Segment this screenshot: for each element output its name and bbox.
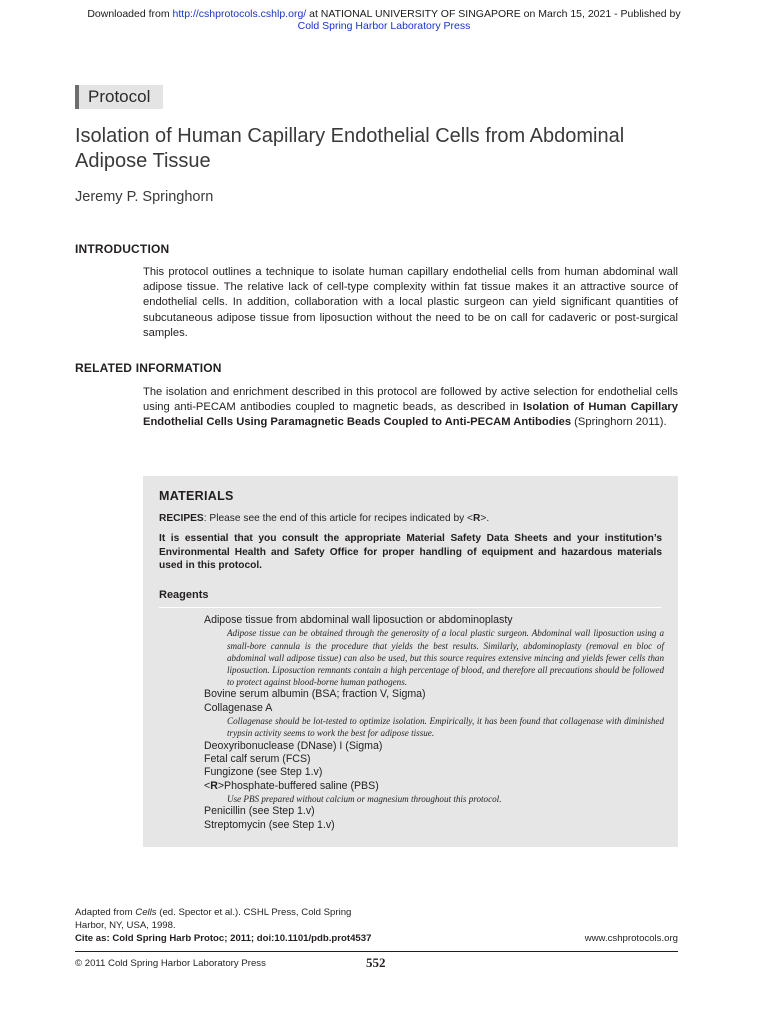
footer-rule xyxy=(75,951,678,952)
materials-box xyxy=(143,476,678,847)
reagent-item xyxy=(204,805,664,818)
recipe-marker-r: R xyxy=(210,779,218,792)
footer-adapted xyxy=(75,906,375,945)
author: Jeremy P. Springhorn xyxy=(75,189,214,205)
citation: Cite as: Cold Spring Harb Protoc; 2011; doi:10.1101/pdb.prot4537 xyxy=(75,933,372,944)
related-text-after: (Springhorn 2011). xyxy=(571,416,667,429)
reagent-item xyxy=(204,688,664,701)
reagent-label: Adipose tissue from abdominal wall liposuction or abdominoplasty xyxy=(204,614,513,626)
article-title: Isolation of Human Capillary Endothelial Cells from Abdominal Adipose Tissue xyxy=(75,125,625,172)
reagent-item xyxy=(204,819,664,832)
introduction-heading: INTRODUCTION xyxy=(75,242,170,256)
reagent-label: Collagenase A xyxy=(204,701,273,714)
copyright: © 2011 Cold Spring Harbor Laboratory Press xyxy=(75,958,266,969)
recipes-label: RECIPES xyxy=(159,513,204,524)
reagent-note: Adipose tissue can be obtained through the generosity of a local plastic surgeon. Abdominal wall liposuction using a small-bore cannula is the procedure that yields the best results. Similarly, abdominoplasty (removal en bloc of abdominal wall adipose tissue) can also be used, but this source requires extensive mincing and yields fewer cells than liposuction. Liposuction remnants contain a high percentage of blood, and therefore all precautions should be followed to protect against blood-borne human pathogens. xyxy=(227,628,664,688)
reagents-rule xyxy=(159,607,661,608)
adapted-source: Cells xyxy=(135,907,157,918)
banner-link-cshprotocols[interactable]: http://cshprotocols.cshlp.org/ xyxy=(172,8,307,20)
materials-heading: MATERIALS xyxy=(159,489,234,503)
safety-warning: It is essential that you consult the appropriate Material Safety Data Sheets and your institution’s Environmental Health and Safety Office for proper handling of equipment and hazardous materials used in this protocol. xyxy=(159,533,662,572)
banner-link-publisher[interactable]: Cold Spring Harbor Laboratory Press xyxy=(297,20,471,32)
protocol-tag xyxy=(75,85,163,109)
recipe-marker: < xyxy=(204,779,211,792)
reagent-item xyxy=(204,740,664,753)
reagent-label: Fetal calf serum (FCS) xyxy=(204,753,311,766)
recipes-r: R xyxy=(473,513,481,524)
tag-label: Protocol xyxy=(88,87,151,106)
reagent-item xyxy=(204,702,664,715)
introduction-text: This protocol outlines a technique to isolate human capillary endothelial cells from human abdominal wall adipose tissue. The relative lack of cell-type complexity within fat tissue makes it an attractive source of endothelial cells. In addition, collaboration with a local plastic surgeon can yield significant quantities of subcutaneous adipose tissue from liposuction without the need to be on call for cadaveric or post-surgical samples. xyxy=(143,266,678,339)
recipe-marker-end: > xyxy=(217,779,225,792)
banner-middle: at NATIONAL UNIVERSITY OF SINGAPORE on March 15, 2021 - Published by xyxy=(306,8,681,20)
tag-bar xyxy=(75,85,79,109)
reagent-label: Streptomycin (see Step 1.v) xyxy=(204,818,335,831)
reagent-item xyxy=(204,753,664,766)
reagent-label: Deoxyribonuclease (DNase) I (Sigma) xyxy=(204,739,383,752)
reagents-heading: Reagents xyxy=(159,589,209,601)
reagent-note: Collagenase should be lot-tested to optimize isolation. Empirically, it has been found that collagenase with diminished trypsin activity seems to work the best for adipose tissue. xyxy=(227,716,664,739)
reagent-item xyxy=(204,614,664,627)
download-banner xyxy=(0,8,768,32)
related-text xyxy=(143,385,678,431)
adapted-before: Adapted from xyxy=(75,907,136,918)
page-number: 552 xyxy=(366,955,386,970)
reagent-item xyxy=(204,766,664,779)
reagent-list xyxy=(204,614,664,832)
reagent-label: Bovine serum albumin (BSA; fraction V, Sigma) xyxy=(204,688,426,701)
reagent-label: Phosphate-buffered saline (PBS) xyxy=(224,779,379,792)
website: www.cshprotocols.org xyxy=(584,933,678,944)
adapted-after: (ed. Spector et al.). CSHL Press, Cold Spring Harbor, NY, USA, 1998. xyxy=(75,907,352,931)
related-heading: RELATED INFORMATION xyxy=(75,361,222,375)
recipes-note xyxy=(159,513,489,524)
recipes-text: : Please see the end of this article for recipes indicated by < xyxy=(203,513,474,524)
reagent-label: Fungizone (see Step 1.v) xyxy=(204,766,323,779)
banner-prefix: Downloaded from xyxy=(87,8,173,20)
related-text-before: The isolation and enrichment described in this protocol are followed by active selection for endothelial cells using anti-PECAM antibodies coupled to magnetic beads, as described in xyxy=(143,386,678,414)
reagent-note: Use PBS prepared without calcium or magnesium throughout this protocol. xyxy=(227,794,502,805)
reagent-label: Penicillin (see Step 1.v) xyxy=(204,805,315,818)
reagent-item xyxy=(204,780,664,793)
related-link-title: Isolation of Human Capillary Endothelial Cells Using Paramagnetic Beads Coupled to Anti-PECAM Antibodies xyxy=(143,401,678,429)
recipes-end: >. xyxy=(480,513,490,524)
